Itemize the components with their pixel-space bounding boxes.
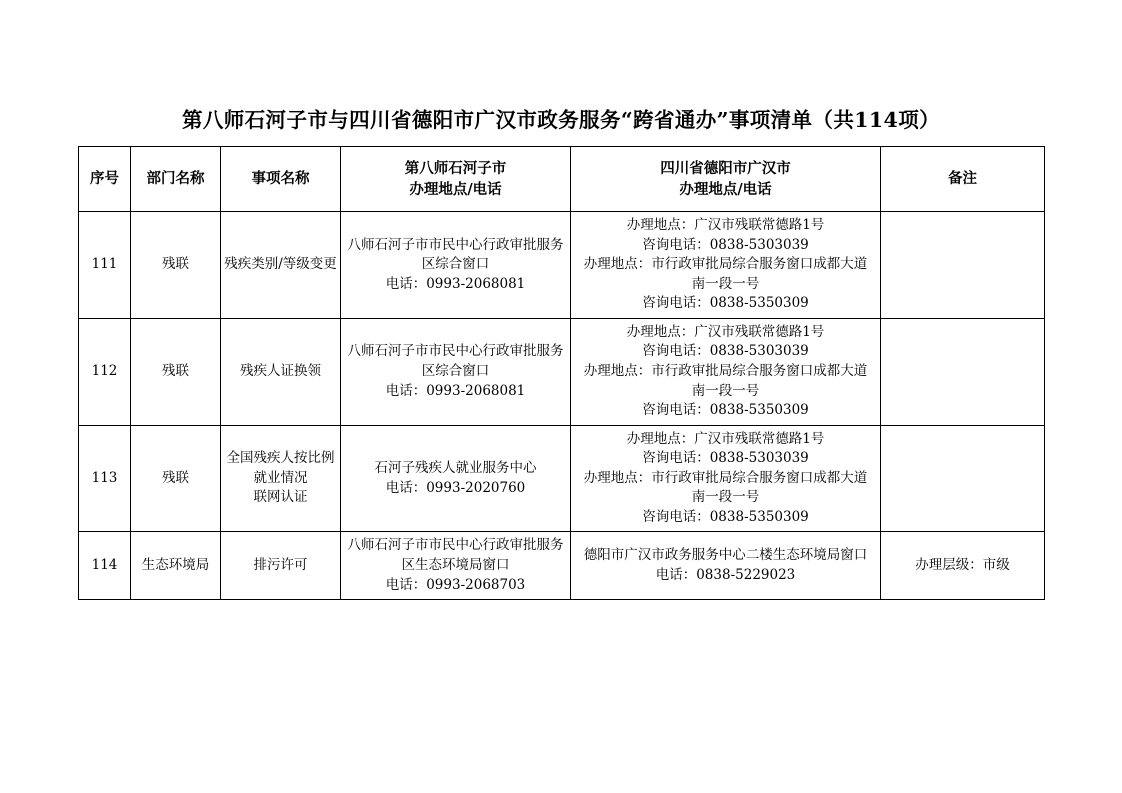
column-header-guanghan-line1: 四川省德阳市广汉市 <box>660 159 791 177</box>
cell-shihezi-line: 电话：0993-2068703 <box>385 576 526 593</box>
cell-dept: 残联 <box>131 212 221 319</box>
column-header-no: 序号 <box>79 147 131 212</box>
column-header-shihezi <box>341 147 571 212</box>
cell-guanghan-line: 办理地点：广汉市残联常德路1号 <box>626 323 825 340</box>
cell-guanghan-line: 办理地点：广汉市残联常德路1号 <box>626 217 825 233</box>
cross-province-service-list-table <box>78 146 1045 600</box>
cell-item-line: 残疾类别/等级变更 <box>224 256 337 273</box>
cell-guanghan-line: 南一段一号 <box>691 275 760 292</box>
cell-guanghan-line: 咨询电话：0838-5350309 <box>642 508 809 525</box>
column-header-dept: 部门名称 <box>131 147 221 212</box>
cell-guanghan-line: 德阳市广汉市政务服务中心二楼生态环境局窗口 <box>583 547 868 564</box>
cell-no: 111 <box>79 212 131 319</box>
cell-note <box>881 212 1045 319</box>
cell-shihezi-line: 八师石河子市市民中心行政审批服务 <box>347 537 564 554</box>
cell-no: 113 <box>79 425 131 532</box>
column-header-guanghan-line2: 办理地点/电话 <box>679 181 772 198</box>
table-row <box>79 532 1045 600</box>
cell-no: 112 <box>79 318 131 425</box>
cell-shihezi-line: 电话：0993-2020760 <box>385 479 526 496</box>
cell-guanghan-line: 咨询电话：0838-5303039 <box>642 450 809 467</box>
cell-shihezi-line: 电话：0993-2068081 <box>385 382 526 399</box>
cell-note: 办理层级：市级 <box>881 532 1045 600</box>
cell-item-line: 联网认证 <box>253 489 308 506</box>
cell-shihezi-location <box>341 532 571 600</box>
cell-shihezi-line: 区综合窗口 <box>421 256 490 273</box>
cell-guanghan-line: 咨询电话：0838-5303039 <box>642 343 809 360</box>
cell-shihezi-location <box>341 212 571 319</box>
cell-guanghan-line: 电话：0838-5229023 <box>655 566 796 583</box>
cell-guanghan-location <box>571 425 881 532</box>
cell-note <box>881 425 1045 532</box>
cell-shihezi-line: 区生态环境局窗口 <box>401 557 510 573</box>
cell-shihezi-line: 石河子残疾人就业服务中心 <box>374 459 537 476</box>
table-header-row <box>79 147 1045 212</box>
cell-item-line: 残疾人证换领 <box>240 362 321 379</box>
cell-item-line: 排污许可 <box>253 557 308 573</box>
cell-guanghan-line: 办理地点：广汉市残联常德路1号 <box>626 430 825 447</box>
cell-guanghan-line: 办理地点：市行政审批局综合服务窗口成都大道 <box>583 469 868 486</box>
cell-item <box>221 318 341 425</box>
table-row <box>79 425 1045 532</box>
cell-item <box>221 212 341 319</box>
table-row <box>79 212 1045 319</box>
cell-note <box>881 318 1045 425</box>
cell-guanghan-line: 办理地点：市行政审批局综合服务窗口成都大道 <box>583 256 868 273</box>
cell-guanghan-line: 办理地点：市行政审批局综合服务窗口成都大道 <box>583 362 868 379</box>
cell-guanghan-line: 咨询电话：0838-5350309 <box>642 295 809 312</box>
cell-shihezi-line: 电话：0993-2068081 <box>385 275 526 292</box>
column-header-guanghan <box>571 147 881 212</box>
cell-guanghan-location <box>571 532 881 600</box>
cell-item-line: 就业情况 <box>253 469 308 486</box>
cell-shihezi-line: 八师石河子市市民中心行政审批服务 <box>347 343 564 360</box>
cell-dept: 残联 <box>131 425 221 532</box>
column-header-shihezi-line1: 第八师石河子市 <box>404 159 507 177</box>
cell-shihezi-line: 区综合窗口 <box>421 362 490 379</box>
cell-shihezi-line: 八师石河子市市民中心行政审批服务 <box>347 236 564 253</box>
cell-shihezi-location <box>341 425 571 532</box>
cell-item <box>221 425 341 532</box>
cell-dept: 生态环境局 <box>131 532 221 600</box>
cell-guanghan-line: 南一段一号 <box>691 382 760 399</box>
cell-shihezi-location <box>341 318 571 425</box>
cell-item-line: 全国残疾人按比例 <box>226 450 335 467</box>
cell-dept: 残联 <box>131 318 221 425</box>
cell-item <box>221 532 341 600</box>
page-title: 第八师石河子市与四川省德阳市广汉市政务服务“跨省通办”事项清单（共114项） <box>181 108 941 132</box>
table-row <box>79 318 1045 425</box>
column-header-shihezi-line2: 办理地点/电话 <box>409 181 502 198</box>
cell-no: 114 <box>79 532 131 600</box>
cell-guanghan-line: 咨询电话：0838-5350309 <box>642 402 809 419</box>
cell-guanghan-location <box>571 212 881 319</box>
column-header-item: 事项名称 <box>221 147 341 212</box>
cell-guanghan-line: 咨询电话：0838-5303039 <box>642 236 809 253</box>
column-header-note: 备注 <box>881 147 1045 212</box>
cell-guanghan-location <box>571 318 881 425</box>
cell-guanghan-line: 南一段一号 <box>691 489 760 506</box>
